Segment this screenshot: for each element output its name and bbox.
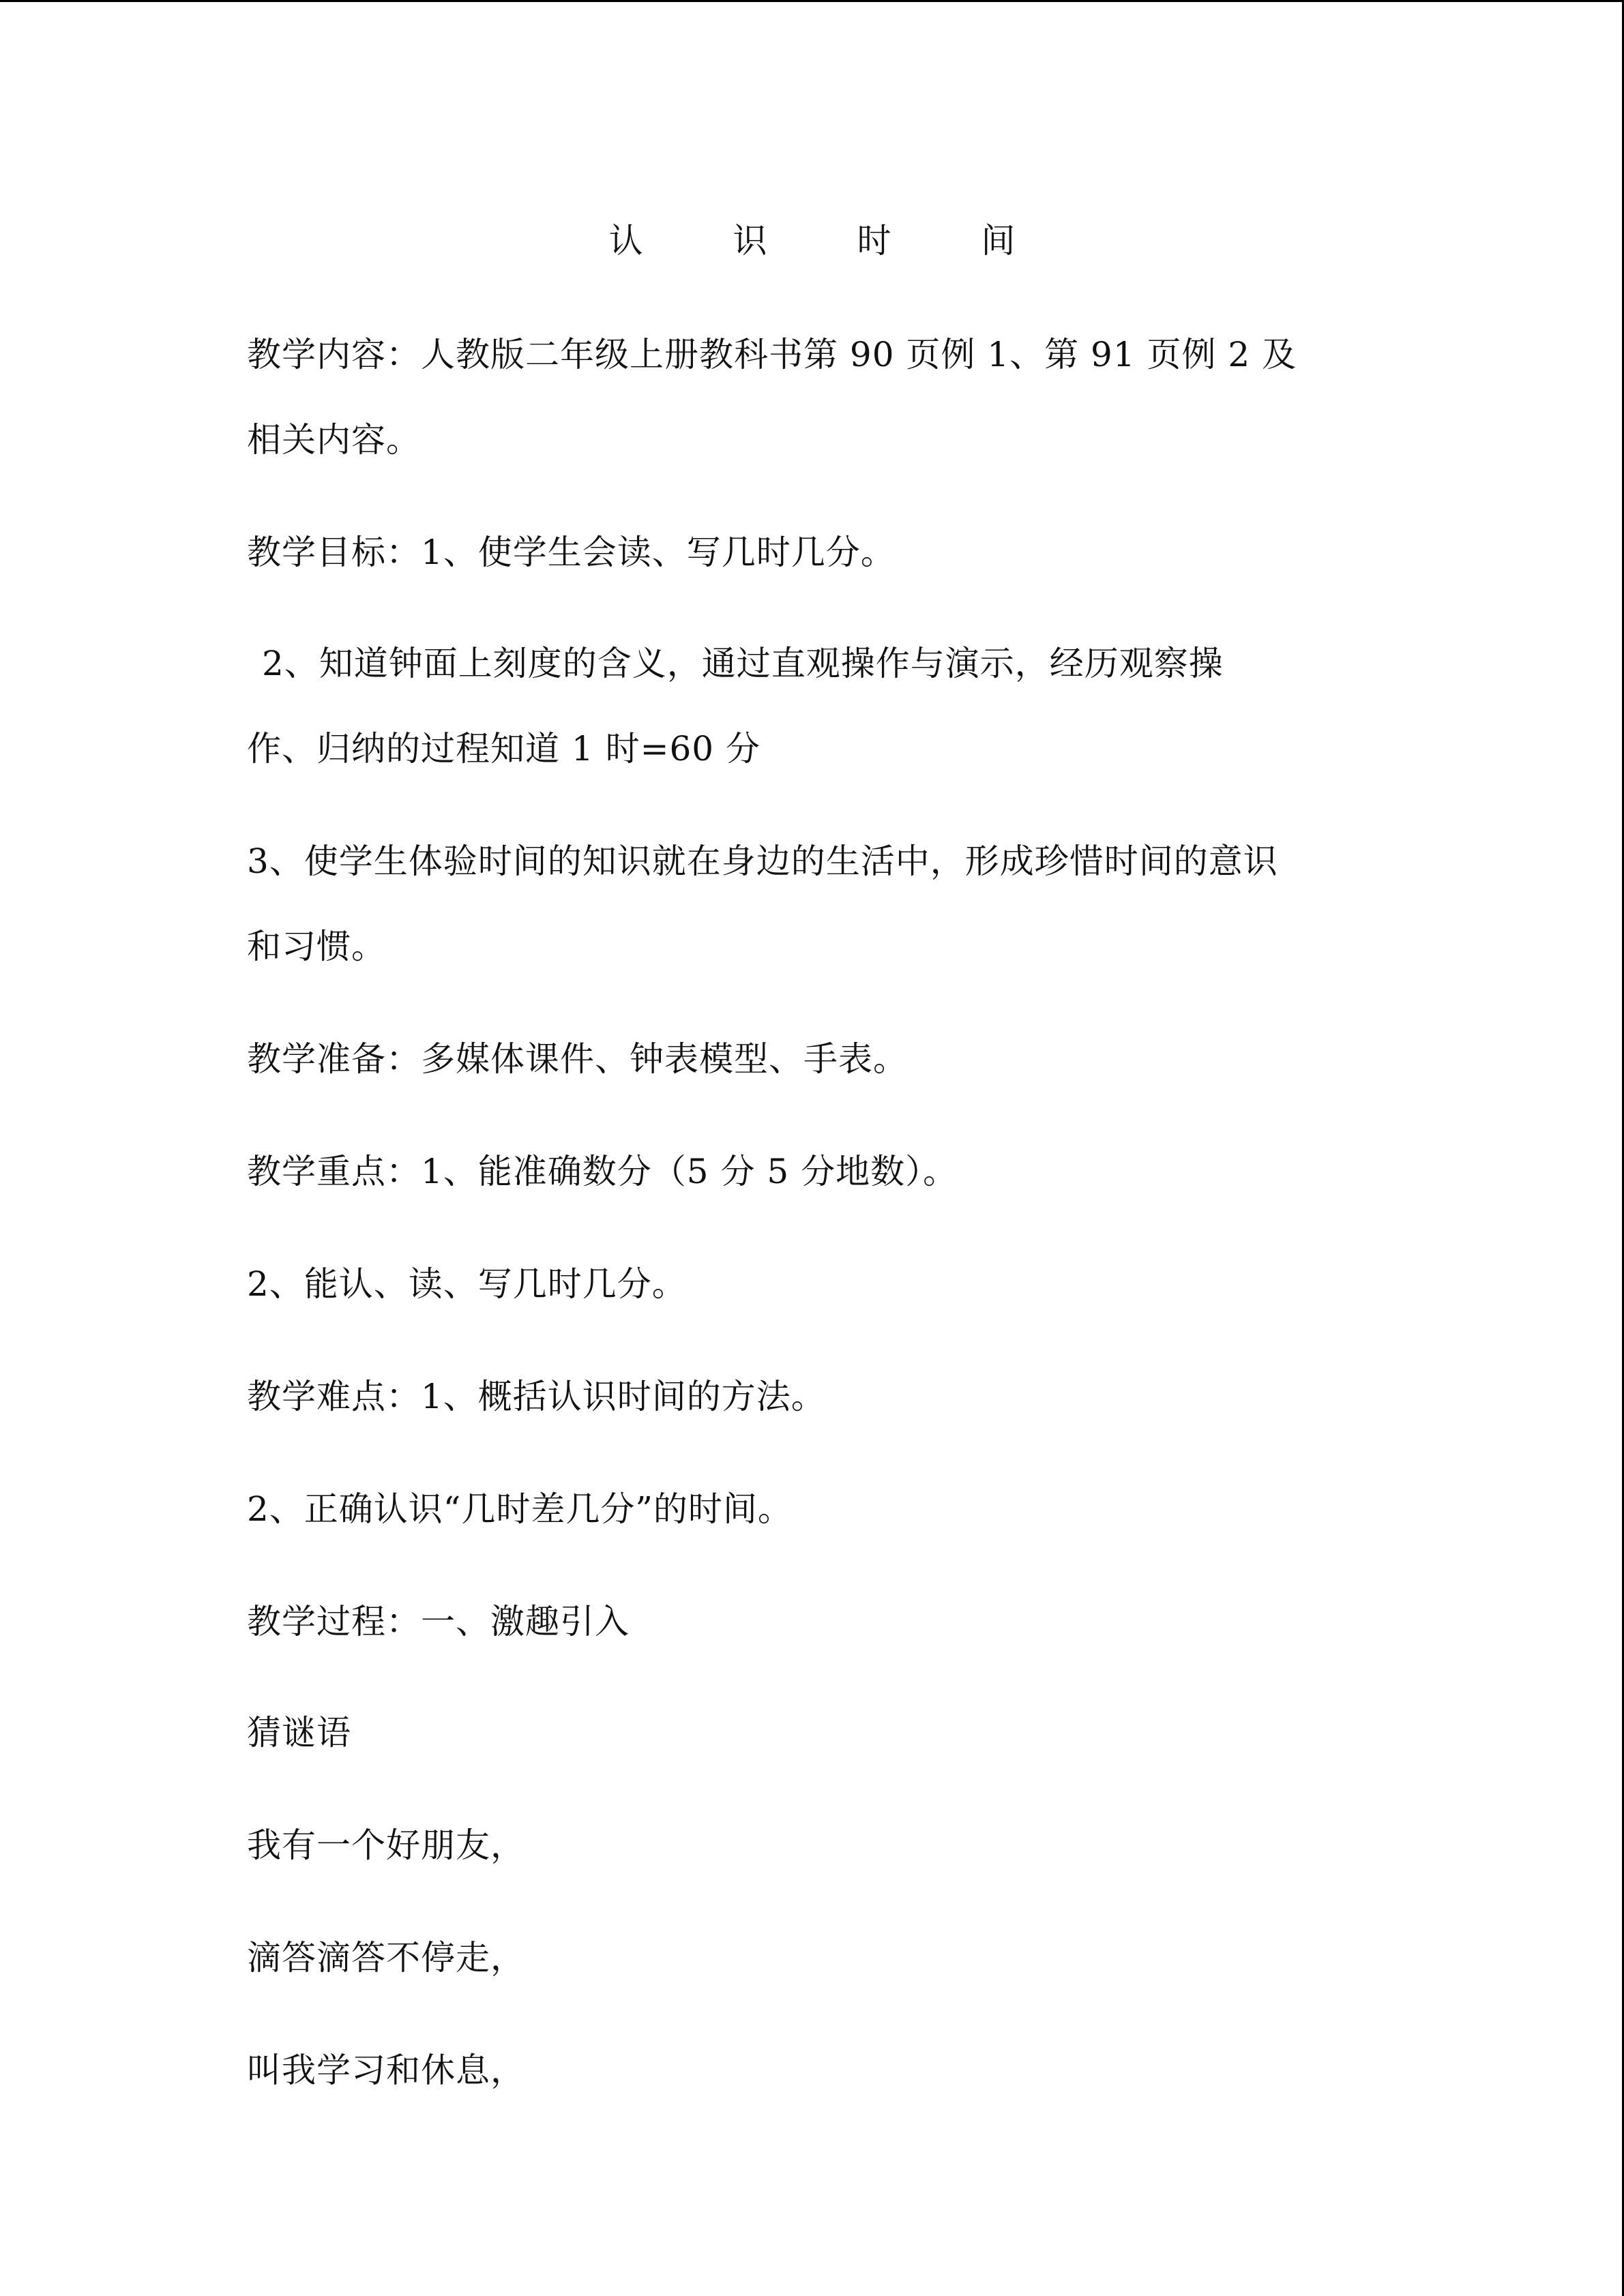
text-line-teaching-content: 教学内容：人教版二年级上册教科书第 90 页例 1、第 91 页例 2 及 — [247, 335, 1297, 374]
text-line-riddle-2: 滴答滴答不停走， — [247, 1938, 525, 1978]
text-line-riddle-3: 叫我学习和休息， — [247, 2051, 525, 2090]
text-line-teaching-goal-3-cont: 和习惯。 — [247, 927, 386, 966]
text-line-teaching-goal-2: 2、知道钟面上刻度的含义，通过直观操作与演示，经历观察操 — [262, 644, 1224, 683]
text-line-riddle-1: 我有一个好朋友， — [247, 1825, 525, 1865]
text-line-teaching-process: 教学过程：一、激趣引入 — [247, 1602, 630, 1641]
text-line-teaching-goal-3: 3、使学生体验时间的知识就在身边的生活中，形成珍惜时间的意识 — [247, 841, 1278, 881]
text-line-teaching-goal-1: 教学目标：1、使学生会读、写几时几分。 — [247, 533, 896, 572]
text-line-key-point-1: 教学重点：1、能准确数分（5 分 5 分地数）。 — [247, 1152, 958, 1191]
text-line-teaching-preparation: 教学准备：多媒体课件、钟表模型、手表。 — [247, 1039, 908, 1079]
text-line-riddle-heading: 猜谜语 — [247, 1713, 351, 1753]
text-line-key-point-2: 2、能认、读、写几时几分。 — [247, 1264, 687, 1304]
document-title: 认 识 时 间 — [608, 221, 1055, 260]
text-line-related-content: 相关内容。 — [247, 420, 421, 460]
text-line-difficulty-2: 2、正确认识“几时差几分”的时间。 — [247, 1489, 793, 1529]
text-line-teaching-goal-2-cont: 作、归纳的过程知道 1 时=60 分 — [247, 729, 761, 769]
text-line-difficulty-1: 教学难点：1、概括认识时间的方法。 — [247, 1377, 826, 1416]
